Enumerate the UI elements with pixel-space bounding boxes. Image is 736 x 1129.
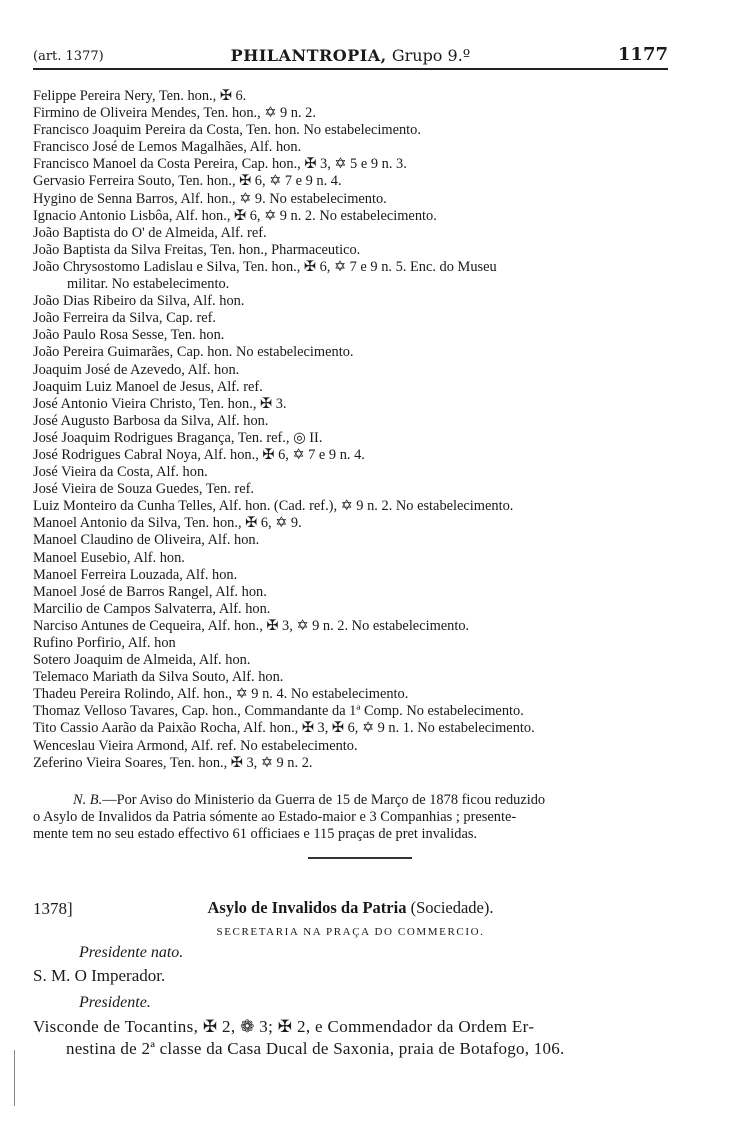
member-entry: Joaquim José de Azevedo, Alf. hon. <box>33 361 240 378</box>
member-entry: José Antonio Vieira Christo, Ten. hon., ✠ 3. <box>33 395 287 412</box>
member-entry: Francisco José de Lemos Magalhães, Alf. hon. <box>33 139 302 156</box>
running-title-main: PHILANTROPIA, <box>230 46 387 65</box>
section-subtitle: SECRETARIA NA PRAÇA DO COMMERCIO. <box>216 926 485 938</box>
member-entry: Narciso Antunes de Cequeira, Alf. hon., ✠ 3, ✡ 9 n. 2. No estabelecimento. <box>33 617 470 634</box>
person-imperador: S. M. O Imperador. <box>33 966 166 985</box>
person-visconde-line-1: Visconde de Tocantins, ✠ 2, ❁ 3; ✠ 2, e Commendador da Ordem Er- <box>33 1017 535 1036</box>
member-entry: Manoel José de Barros Rangel, Alf. hon. <box>33 583 267 600</box>
margin-mark <box>14 1050 15 1106</box>
nota-bene <box>33 792 668 843</box>
nota-bene-line-2: o Asylo de Invalidos da Patria sómente ao Estado-maior e 3 Companhias ; presente- <box>33 809 517 825</box>
nota-bene-label: N. B. <box>73 792 103 808</box>
member-entry: João Dias Ribeiro da Silva, Alf. hon. <box>33 293 245 310</box>
member-entry: José Rodrigues Cabral Noya, Alf. hon., ✠ 6, ✡ 7 e 9 n. 4. <box>33 446 365 463</box>
section-title-suffix: (Sociedade). <box>410 898 494 917</box>
member-entry: militar. No estabelecimento. <box>67 276 230 293</box>
member-entry: José Vieira de Souza Guedes, Ten. ref. <box>33 481 254 498</box>
member-entry: Thadeu Pereira Rolindo, Alf. hon., ✡ 9 n. 4. No estabelecimento. <box>33 686 409 703</box>
nota-bene-line-1 <box>33 792 668 809</box>
member-entry: José Augusto Barbosa da Silva, Alf. hon. <box>33 412 269 429</box>
member-entry: José Joaquim Rodrigues Bragança, Ten. ref., ◎ II. <box>33 429 323 446</box>
member-entry: Telemaco Mariath da Silva Souto, Alf. hon. <box>33 669 284 686</box>
member-entry: Rufino Porfirio, Alf. hon <box>33 635 176 651</box>
role-presidente-nato: Presidente nato. <box>79 944 184 961</box>
member-entry: Ignacio Antonio Lisbôa, Alf. hon., ✠ 6, ✡ 9 n. 2. No estabelecimento. <box>33 207 437 224</box>
section-number: 1378] <box>33 899 73 918</box>
nota-bene-line-3: mente tem no seu estado effectivo 61 officiaes e 115 praças de pret invalidas. <box>33 826 478 842</box>
member-entry: Luiz Monteiro da Cunha Telles, Alf. hon. (Cad. ref.), ✡ 9 n. 2. No estabelecimento. <box>33 498 514 515</box>
member-entry: Manoel Ferreira Louzada, Alf. hon. <box>33 566 238 583</box>
member-entry: Manoel Claudino de Oliveira, Alf. hon. <box>33 532 260 549</box>
member-entry: Wenceslau Vieira Armond, Alf. ref. No estabelecimento. <box>33 737 358 754</box>
member-entry: João Ferreira da Silva, Cap. ref. <box>33 310 217 327</box>
member-entry: Manoel Antonio da Silva, Ten. hon., ✠ 6, ✡ 9. <box>33 515 302 532</box>
member-entry: Joaquim Luiz Manoel de Jesus, Alf. ref. <box>33 378 263 395</box>
member-list <box>33 88 673 772</box>
member-entry: Francisco Joaquim Pereira da Costa, Ten. hon. No estabelecimento. <box>33 122 421 139</box>
member-entry: José Vieira da Costa, Alf. hon. <box>33 464 208 481</box>
member-entry: Firmino de Oliveira Mendes, Ten. hon., ✡ 9 n. 2. <box>33 105 316 122</box>
member-entry: Gervasio Ferreira Souto, Ten. hon., ✠ 6, ✡ 7 e 9 n. 4. <box>33 173 342 190</box>
member-entry: João Baptista da Silva Freitas, Ten. hon., Pharmaceutico. <box>33 241 361 258</box>
role-presidente: Presidente. <box>79 994 151 1011</box>
member-entry: João Chrysostomo Ladislau e Silva, Ten. hon., ✠ 6, ✡ 7 e 9 n. 5. Enc. do Museu <box>33 258 497 275</box>
section-divider <box>308 857 412 859</box>
member-entry: João Paulo Rosa Sesse, Ten. hon. <box>33 327 225 344</box>
member-entry: Zeferino Vieira Soares, Ten. hon., ✠ 3, ✡ 9 n. 2. <box>33 754 313 771</box>
member-entry: João Baptista do O' de Almeida, Alf. ref. <box>33 224 267 241</box>
running-title <box>33 46 668 65</box>
page-header <box>33 46 668 70</box>
member-entry: Hygino de Senna Barros, Alf. hon., ✡ 9. No estabelecimento. <box>33 190 387 207</box>
section-title-main: Asylo de Invalidos da Patria <box>207 898 407 917</box>
running-title-group: Grupo 9.º <box>391 46 471 65</box>
member-entry: Marcilio de Campos Salvaterra, Alf. hon. <box>33 600 271 617</box>
member-entry: Manoel Eusebio, Alf. hon. <box>33 549 185 566</box>
member-entry: João Pereira Guimarães, Cap. hon. No estabelecimento. <box>33 344 354 361</box>
member-entry: Thomaz Velloso Tavares, Cap. hon., Commandante da 1ª Comp. No estabelecimento. <box>33 703 524 720</box>
page-number: 1177 <box>617 44 668 65</box>
section-title <box>33 898 668 918</box>
person-visconde-line-2: nestina de 2ª classe da Casa Ducal de Saxonia, praia de Botafogo, 106. <box>66 1039 565 1058</box>
member-entry: Sotero Joaquim de Almeida, Alf. hon. <box>33 652 251 669</box>
article-range: (art. 1377) <box>33 49 104 64</box>
member-entry: Felippe Pereira Nery, Ten. hon., ✠ 6. <box>33 88 247 104</box>
member-entry: Francisco Manoel da Costa Pereira, Cap. hon., ✠ 3, ✡ 5 e 9 n. 3. <box>33 156 407 173</box>
nota-bene-text-1: —Por Aviso do Ministerio da Guerra de 15 de Março de 1878 ficou reduzido <box>102 792 546 808</box>
member-entry: Tito Cassio Aarão da Paixão Rocha, Alf. hon., ✠ 3, ✠ 6, ✡ 9 n. 1. No estabelecimento. <box>33 720 535 737</box>
